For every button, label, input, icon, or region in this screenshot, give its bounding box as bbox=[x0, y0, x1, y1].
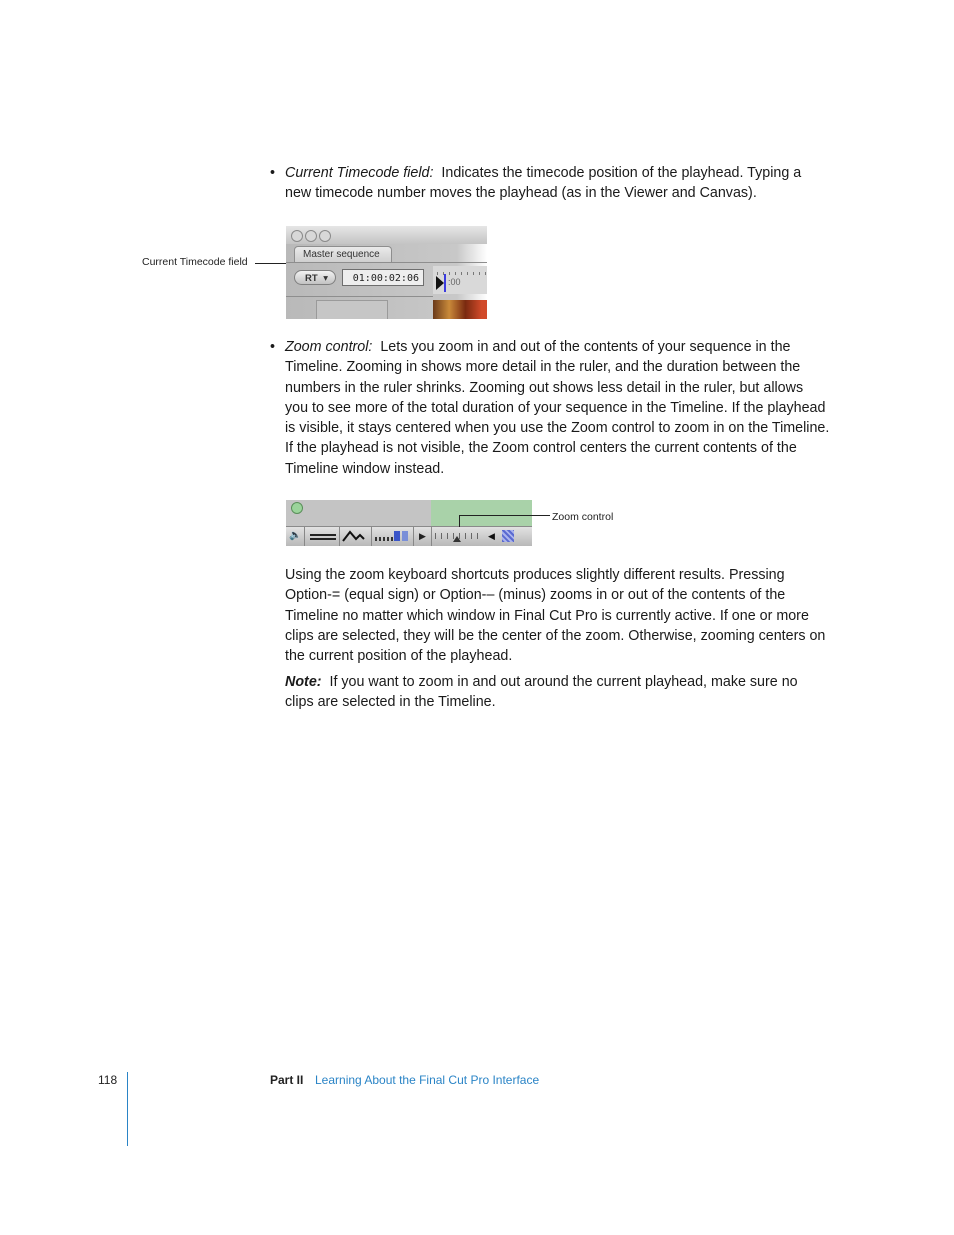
zoom-slider-thumb[interactable] bbox=[453, 536, 461, 542]
track-controls-area bbox=[286, 500, 431, 526]
zoom-scroll-icon[interactable] bbox=[502, 530, 514, 542]
close-window-button[interactable] bbox=[291, 230, 303, 242]
rt-label: RT bbox=[305, 273, 318, 284]
clip-thumbnail[interactable] bbox=[433, 300, 487, 319]
rt-menu-button[interactable] bbox=[294, 270, 336, 285]
tab-master-sequence[interactable]: Master sequence bbox=[294, 246, 392, 262]
bullet-content bbox=[285, 163, 830, 204]
bullet-dot: • bbox=[270, 339, 276, 355]
track-height-icon-line bbox=[310, 538, 336, 540]
bullet-term: Current Timecode field: bbox=[285, 165, 434, 181]
zoom-slider[interactable] bbox=[433, 529, 485, 543]
bullet-text: Lets you zoom in and out of the contents of your sequence in the Timeline. Zooming in shows more detail in the ruler, and the duration between the numbers in the ruler shrinks. Zooming out shows less detail in the ruler, but allows you to see more of the total duration of your sequence in the Timeline. If the playhead is visible, it stays centered when you use the Zoom control to zoom in on the Timeline. If the playhead is not visible, the Zoom control centers the current contents of the Timeline window instead. bbox=[285, 339, 830, 477]
minimize-window-button[interactable] bbox=[305, 230, 317, 242]
playhead-line bbox=[444, 274, 446, 292]
zoom-window-button[interactable] bbox=[319, 230, 331, 242]
bullet-text: Indicates the timecode position of the playhead. Typing a new timecode number moves the playhead (as in the Viewer and Canvas). bbox=[285, 165, 802, 202]
callout-line bbox=[459, 515, 460, 527]
timeline-track-area bbox=[431, 500, 532, 526]
bullet-content bbox=[285, 337, 830, 479]
triangle-left-icon[interactable]: ◀ bbox=[488, 531, 495, 541]
note-paragraph bbox=[285, 672, 830, 713]
chevron-down-icon: ▾ bbox=[323, 273, 328, 284]
zoom-control-screenshot bbox=[286, 500, 532, 546]
track-divider bbox=[286, 296, 433, 297]
body-paragraph: Using the zoom keyboard shortcuts produces slightly different results. Pressing Option-= (equal sign) or Option-– (minus) zooms in or out of the contents of the Timeline no matter which window in Final Cut Pro is currently active. If one or more clips are selected, they will be the center of the zoom. Otherwise, zooming centers on the current position of the playhead. bbox=[285, 567, 826, 665]
bullet-term: Zoom control: bbox=[285, 339, 373, 355]
linking-icon-secondary bbox=[402, 531, 408, 541]
bullet-dot: • bbox=[270, 165, 276, 181]
note-text: If you want to zoom in and out around the current playhead, make sure no clips are selected in the Timeline. bbox=[285, 674, 798, 711]
divider bbox=[371, 527, 372, 546]
divider bbox=[304, 527, 305, 546]
timecode-screenshot bbox=[286, 226, 487, 319]
bullet-zoom-control bbox=[270, 337, 830, 479]
footer-chapter-title: Learning About the Final Cut Pro Interface bbox=[315, 1073, 540, 1087]
snapping-icon[interactable] bbox=[375, 537, 393, 541]
divider bbox=[431, 527, 432, 546]
tab-divider bbox=[286, 262, 487, 263]
track-height-icon[interactable] bbox=[310, 534, 336, 536]
ruler-label: :00 bbox=[448, 277, 461, 287]
note-label: Note: bbox=[285, 674, 322, 690]
callout-zoom-control: Zoom control bbox=[552, 511, 614, 523]
track-panel bbox=[316, 300, 388, 319]
playhead-icon[interactable] bbox=[436, 276, 444, 290]
timeline-bottom-bar bbox=[286, 526, 532, 546]
footer-divider bbox=[127, 1072, 128, 1146]
bullet-current-timecode bbox=[270, 163, 830, 204]
current-timecode-field[interactable]: 01:00:02:06 bbox=[342, 269, 424, 286]
callout-current-timecode-field: Current Timecode field bbox=[142, 256, 248, 268]
divider bbox=[413, 527, 414, 546]
callout-line bbox=[459, 515, 550, 516]
clip-overlays-icon[interactable] bbox=[342, 529, 368, 543]
track-indicator-icon bbox=[291, 502, 303, 514]
linking-icon[interactable] bbox=[394, 531, 400, 541]
page-number: 118 bbox=[98, 1073, 118, 1087]
speaker-icon[interactable]: 🔈 bbox=[289, 530, 302, 541]
footer-part: Part II bbox=[270, 1073, 304, 1087]
divider bbox=[339, 527, 340, 546]
triangle-right-icon[interactable]: ▶ bbox=[419, 531, 426, 541]
